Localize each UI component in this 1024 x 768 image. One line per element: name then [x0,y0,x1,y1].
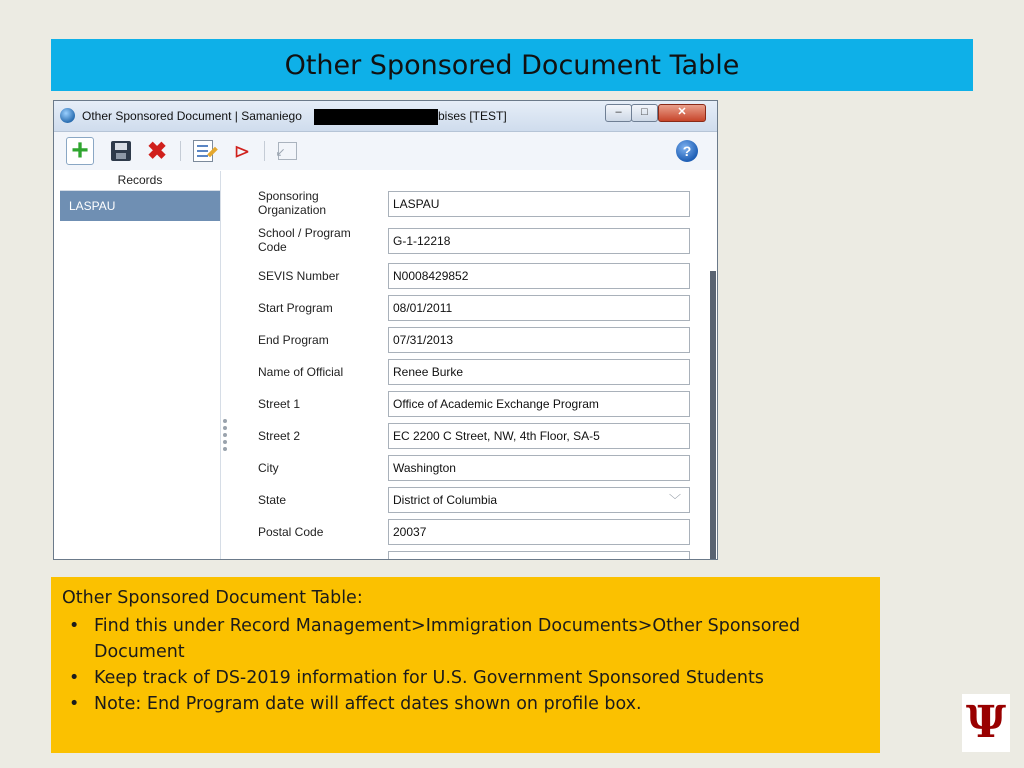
state-select-value: District of Columbia [393,493,498,507]
chevron-down-icon[interactable]: ﹀ [668,493,681,507]
field-label: Start Program [258,301,333,315]
export-icon[interactable] [273,137,301,165]
field-label: Name of Official [258,365,344,379]
minimize-button[interactable]: – [605,104,632,122]
start-program-input[interactable]: 08/01/2011 [388,295,690,321]
notes-bullet: • Keep track of DS-2019 information for U.S. Government Sponsored Students [62,665,869,691]
help-icon[interactable]: ? [676,140,698,162]
edit-notes-icon[interactable] [189,137,217,165]
field-label: City [258,461,279,475]
record-item[interactable]: LASPAU [60,191,220,221]
records-header: Records [60,171,220,191]
postal-code-input[interactable]: 20037 [388,519,690,545]
field-label: Postal Code [258,525,324,539]
window-title-suffix: bises [TEST] [438,109,507,123]
cutoff-input[interactable] [388,551,690,560]
notes-bullet: • Note: End Program date will affect dates shown on profile box. [62,691,869,717]
toolbar-separator [180,141,181,161]
splitter-grip[interactable] [223,419,227,457]
notes-bullet: • Find this under Record Management>Immigration Documents>Other Sponsored Document [62,613,869,665]
field-label: SEVIS Number [258,269,340,283]
delete-icon[interactable]: ✖ [146,137,168,165]
field-label: Street 2 [258,429,301,443]
app-window [53,100,718,560]
add-icon[interactable]: + [66,137,94,165]
iu-trident-logo [962,694,1010,752]
slide-title: Other Sponsored Document Table [51,39,973,91]
toolbar [54,132,717,170]
sponsoring-organization-input[interactable]: LASPAU [388,191,690,217]
redaction-bar [314,109,438,125]
window-title: Other Sponsored Document | Samaniego [82,109,302,123]
pdf-icon[interactable]: ⊳ [233,140,251,163]
name-of-official-input[interactable]: Renee Burke [388,359,690,385]
notes-box [51,577,880,753]
app-globe-icon [60,108,75,123]
state-select[interactable] [388,487,690,513]
field-label: End Program [258,333,329,347]
notes-title: Other Sponsored Document Table: [62,588,363,608]
toolbar-separator [264,141,265,161]
window-scrollbar[interactable] [710,271,716,560]
window-titlebar[interactable] [54,101,717,132]
trident-icon: Ψ [965,697,1007,748]
field-label: Sponsoring Organization [258,189,327,217]
save-icon[interactable] [107,137,135,165]
records-panel [60,171,221,560]
school-program-code-input[interactable]: G-1-12218 [388,228,690,254]
maximize-button[interactable]: □ [631,104,658,122]
field-label: State [258,493,287,507]
form-area [232,171,718,560]
sevis-number-input[interactable]: N0008429852 [388,263,690,289]
street-1-input[interactable]: Office of Academic Exchange Program [388,391,690,417]
close-button[interactable]: ✕ [658,104,706,122]
street-2-input[interactable]: EC 2200 C Street, NW, 4th Floor, SA-5 [388,423,690,449]
end-program-input[interactable]: 07/31/2013 [388,327,690,353]
field-label: Street 1 [258,397,301,411]
field-label: School / Program Code [258,226,351,254]
city-input[interactable]: Washington [388,455,690,481]
